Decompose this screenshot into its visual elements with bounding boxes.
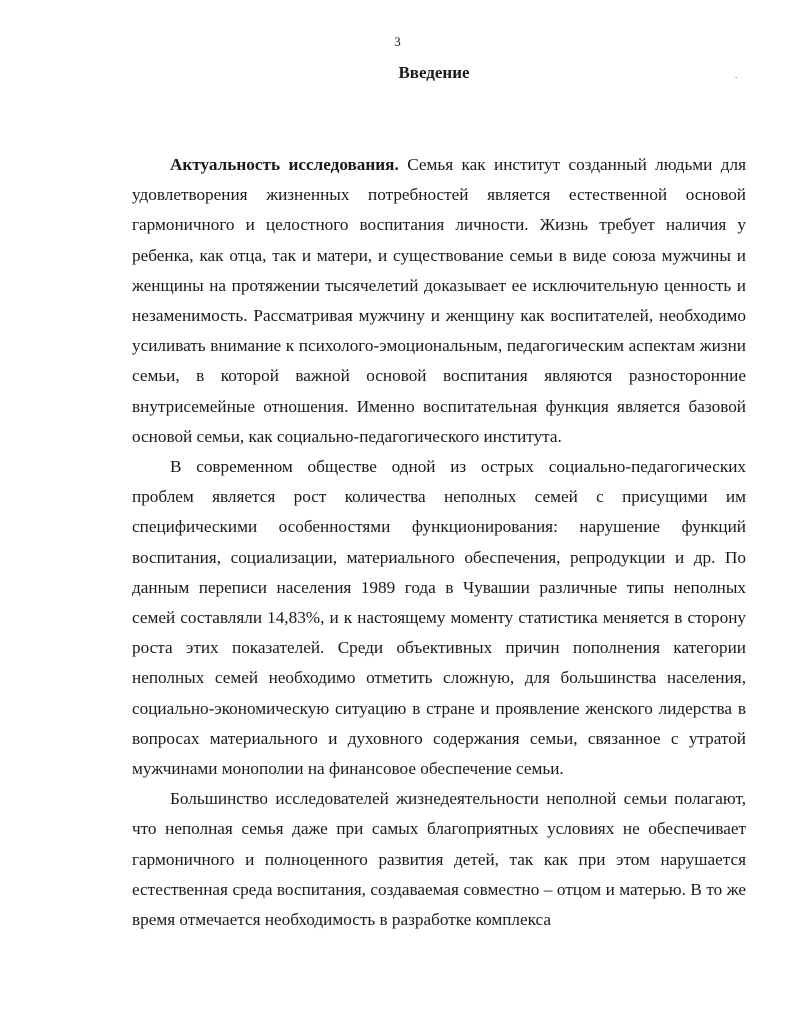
- page-number: 3: [394, 34, 401, 49]
- paragraph-text: В современном обществе одной из острых социально-педагогических проблем является рост количества неполных семей с присущими им специфическими особенностями функционирования: нарушение функций воспитания, социализации, материального обеспечения, репродукции и др. По данным переписи населения 1989 года в Чувашии различные типы неполных семей составляли 14,83%, и к настоящему моменту статистика меняется в сторону роста этих показателей. Среди объективных причин пополнения категории неполных семей необходимо отметить сложную, для большинства населения, социально-экономическую ситуацию в стране и проявление женского лидерства в вопросах материального и духовного содержания семьи, связанное с утратой мужчинами монополии на финансовое обеспечение семьи.: [132, 457, 746, 779]
- paragraph-text: Семья как институт созданный людьми для удовлетворения жизненных потребностей является естественной основой гармоничного и целостного воспитания личности. Жизнь требует наличия у ребенка, как отца, так и матери, и существование семьи в виде союза мужчины и женщины на протяжении тысячелетий доказывает ее исключительную ценность и незаменимость. Рассматривая мужчину и женщину как воспитателей, необходимо усиливать внимание к психолого-эмоциональным, педагогическим аспектам жизни семьи, в которой важной основой воспитания являются разносторонние внутрисемейные отношения. Именно воспитательная функция является базовой основой семьи, как социально-педагогического института.: [132, 155, 747, 446]
- paragraph-relevance: [132, 150, 746, 452]
- paragraph-text: Большинство исследователей жизнедеятельности неполной семьи полагают, что неполная семья даже при самых благоприятных условиях не обеспечивает гармоничного и полноценного развития детей, так как при этом нарушается естественная среда воспитания, создаваемая совместно – отцом и матерью. В то же время отмечается необходимость в разработке комплекса: [132, 789, 746, 930]
- document-body: [132, 150, 746, 935]
- paragraph-researchers: [132, 784, 746, 935]
- page-title: Введение: [398, 63, 470, 82]
- corner-mark: .: [735, 70, 738, 80]
- paragraph-lead-heading: Актуальность исследования.: [170, 155, 399, 174]
- paragraph-single-parent-families: [132, 452, 746, 784]
